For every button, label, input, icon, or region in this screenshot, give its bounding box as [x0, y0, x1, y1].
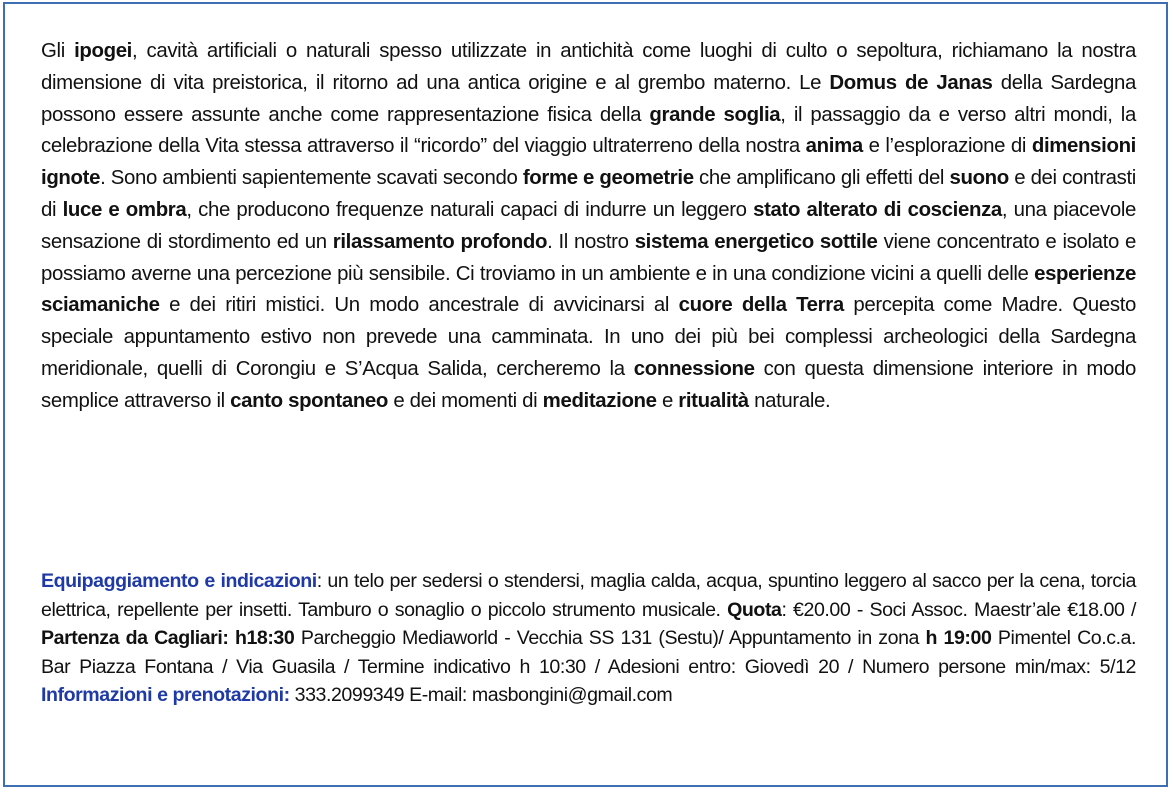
description-bold-term: dimensioni ignote	[41, 135, 1136, 190]
description-bold-term: ipogei	[74, 40, 132, 62]
description-text: percepita come Madre. Questo speciale appuntamento estivo non prevede una camminata. In uno dei più bei complessi archeologici della Sardegna meridionale, quelli di Corongiu e S’Acqua Salida, cercheremo la	[41, 294, 1137, 380]
departure-label: Partenza da Cagliari: h18:30	[41, 627, 295, 649]
description-bold-term: meditazione	[542, 389, 657, 412]
description-text: , che producono frequenze naturali capaci di indurre un leggero	[186, 198, 754, 221]
description-bold-term: cuore della Terra	[678, 294, 844, 317]
description-bold-term: anima	[805, 135, 863, 158]
description-text: . Sono ambienti sapientemente scavati secondo	[100, 167, 523, 190]
meeting-time: h 19:00	[925, 627, 992, 649]
description-bold-term: esperienze sciamaniche	[41, 262, 1136, 317]
description-bold-term: grande soglia	[649, 103, 781, 126]
description-text: Gli	[41, 40, 75, 62]
description-paragraph	[41, 36, 1136, 418]
description-bold-term: rilassamento profondo	[332, 230, 548, 253]
description-text: e l’esplorazione di	[862, 135, 1032, 158]
description-text: e dei ritiri mistici. Un modo ancestrale di avvicinarsi al	[159, 294, 679, 317]
departure-text: Parcheggio Mediaworld - Vecchia SS 131 (Sestu)/ Appuntamento in zona	[294, 627, 926, 649]
description-text: e dei contrasti di	[41, 167, 1136, 221]
equipment-label: Equipaggiamento e indicazioni	[41, 570, 317, 592]
description-bold-term: canto spontaneo	[230, 389, 389, 412]
description-bold-term: suono	[949, 167, 1009, 190]
description-text: naturale.	[748, 389, 831, 412]
meeting-text: Pimentel Co.c.a. Bar Piazza Fontana / Via Guasila / Termine indicativo h 10:30 / Adesioni entro: Giovedì 20 / Numero persone min/max: 5/12	[41, 627, 1136, 678]
description-bold-term: luce e ombra	[62, 198, 187, 221]
description-text: , cavità artificiali o naturali spesso utilizzate in antichità come luoghi di culto o sepoltura, richiamano la nostra dimensione di vita preistorica, il ritorno ad una antica origine e al grembo materno. Le	[41, 40, 1136, 94]
equipment-text: : un telo per sedersi o stendersi, maglia calda, acqua, spuntino leggero al sacco per la cena, torcia elettrica, repellente per insetti. Tamburo o sonaglio o piccolo strumento musicale.	[41, 570, 1136, 621]
description-text: , il passaggio da e verso altri mondi, la celebrazione della Vita stessa attraverso il “ricordo” del viaggio ultraterreno della nostra	[41, 103, 1136, 158]
contact-label: Informazioni e prenotazioni:	[41, 684, 290, 706]
contact-text: 333.2099349 E-mail: masbongini@gmail.com	[289, 684, 673, 706]
description-bold-term: stato alterato di coscienza	[753, 198, 1002, 221]
description-bold-term: sistema energetico sottile	[634, 230, 878, 253]
description-bold-term: Domus de Janas	[829, 71, 993, 94]
description-text: e dei momenti di	[388, 389, 543, 412]
description-text: , una piacevole sensazione di stordimento ed un	[41, 198, 1137, 253]
description-text: e	[656, 389, 679, 412]
quota-label: Quota	[727, 598, 782, 621]
description-bold-term: ritualità	[678, 389, 749, 412]
quota-text: : €20.00 - Soci Assoc. Maestr’ale €18.00 /	[781, 598, 1137, 621]
info-paragraph	[41, 567, 1136, 710]
description-text: con questa dimensione interiore in modo semplice attraverso il	[41, 357, 1136, 412]
description-text: . Il nostro	[547, 230, 635, 253]
description-text: viene concentrato e isolato e possiamo averne una percezione più sensibile. Ci troviamo in un ambiente e in una condizione vicini a quelli delle	[41, 230, 1137, 285]
description-text: che amplificano gli effetti del	[693, 167, 950, 190]
description-bold-term: forme e geometrie	[522, 167, 694, 190]
description-text: della Sardegna possono essere assunte anche come rappresentazione fisica della	[41, 71, 1136, 126]
flyer-content	[41, 36, 1137, 706]
description-bold-term: connessione	[633, 357, 755, 380]
